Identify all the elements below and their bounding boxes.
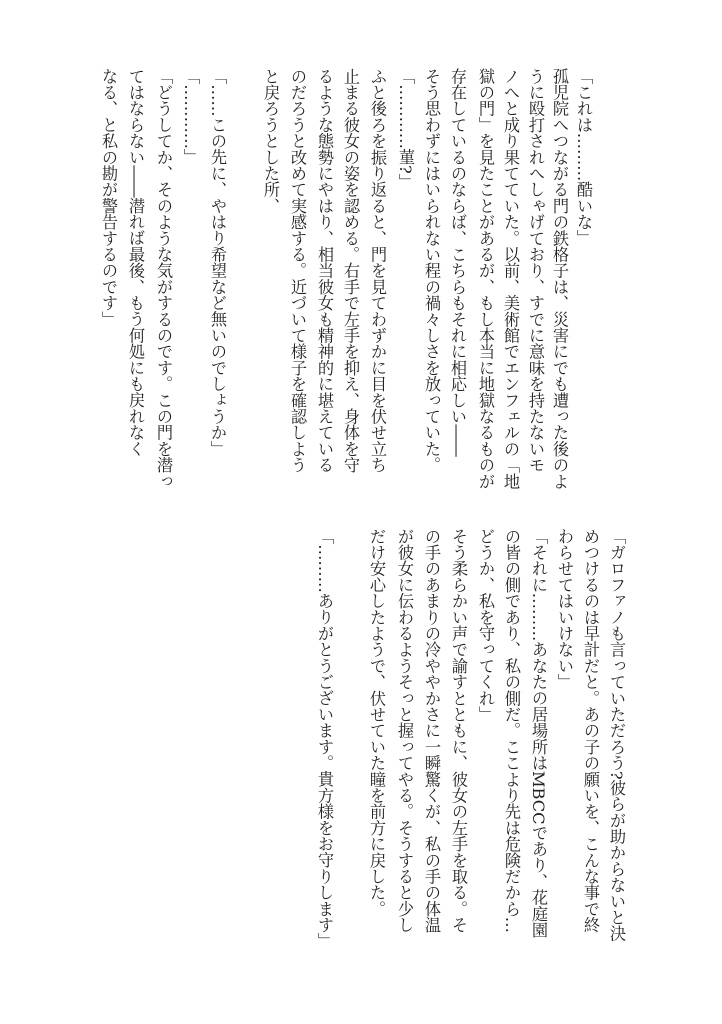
top-block-line: てはならない――潜れば最後、もう何処にも戻れなく bbox=[126, 68, 145, 457]
bottom-block-line: の皆の側であり、私の側だ。ここより先は危険だから… bbox=[502, 528, 521, 933]
top-block-line: 「どうしてか、そのような気がするのです。この門を潜っ bbox=[154, 68, 173, 490]
top-block-line: そう思わずにはいられない程の禍々しさを放っていた。 bbox=[422, 68, 441, 473]
top-block-line: と戻ろうとした所、 bbox=[261, 68, 280, 214]
top-block-line: のだろうと改めて実感する。近づいて様子を確認しよう bbox=[288, 68, 307, 473]
top-block-line: ノへと成り果てていた。以前、美術館でエンフェルの「地 bbox=[501, 68, 520, 490]
top-block-line: 止まる彼女の姿を認める。右手で左手を抑え、身体を守 bbox=[341, 68, 360, 473]
top-block-line: 「これは………酷いな」 bbox=[574, 68, 593, 247]
bottom-block-line: だけ安心したようで、伏せていた瞳を前方に戻した。 bbox=[367, 528, 386, 917]
bottom-block-line: そう柔らかい声で諭すとともに、彼女の左手を取る。そ bbox=[449, 528, 468, 933]
top-block-line: 「……この先に、やはり希望など無いのでしょうか」 bbox=[208, 68, 227, 457]
top-block-line: うに殴打されへしゃげており、すでに意味を持たないモ bbox=[526, 68, 545, 473]
bottom-block-line: の手のあまりの冷ややかさに一瞬驚くが、私の手の体温 bbox=[422, 528, 441, 933]
top-block-line: るような態勢にやはり、相当彼女も精神的に堪えている bbox=[315, 68, 334, 473]
bottom-block-line: どうか、私を守ってくれ」 bbox=[476, 528, 495, 723]
top-block-line: 「…………菫?」 bbox=[396, 68, 415, 191]
top-block-line: 存在しているのならば、こちらもそれに相応しい―― bbox=[448, 68, 467, 457]
bottom-block-line: 「それに………あなたの居場所はMBCCであり、花庭園 bbox=[529, 528, 548, 938]
bottom-block-line: 「ガロファノも言っていただろう?彼らが助からないと決 bbox=[607, 528, 626, 942]
top-block-line: 「…………」 bbox=[181, 68, 200, 166]
top-block-line: 孤児院へつながる門の鉄格子は、災害にでも遭った後のよ bbox=[550, 68, 569, 490]
top-block-line: 獄の門」を見たことがあるが、もし本当に地獄なるものが bbox=[476, 68, 495, 490]
bottom-block-line: が彼女に伝わるようそっと握ってやる。そうすると少し bbox=[395, 528, 414, 933]
top-block-line: ふと後ろを振り返ると、門を見てわずかに目を伏せ立ち bbox=[368, 68, 387, 473]
bottom-block-line: わらせてはいけない」 bbox=[555, 528, 574, 690]
top-block-line: なる、と私の勘が警告するのです」 bbox=[99, 68, 118, 328]
bottom-block-line: めつけるのは早計だと。あの子の願いを、こんな事で終 bbox=[581, 528, 600, 933]
bottom-block-line: 「………ありがとうございます。貴方様をお守りします」 bbox=[315, 528, 334, 950]
